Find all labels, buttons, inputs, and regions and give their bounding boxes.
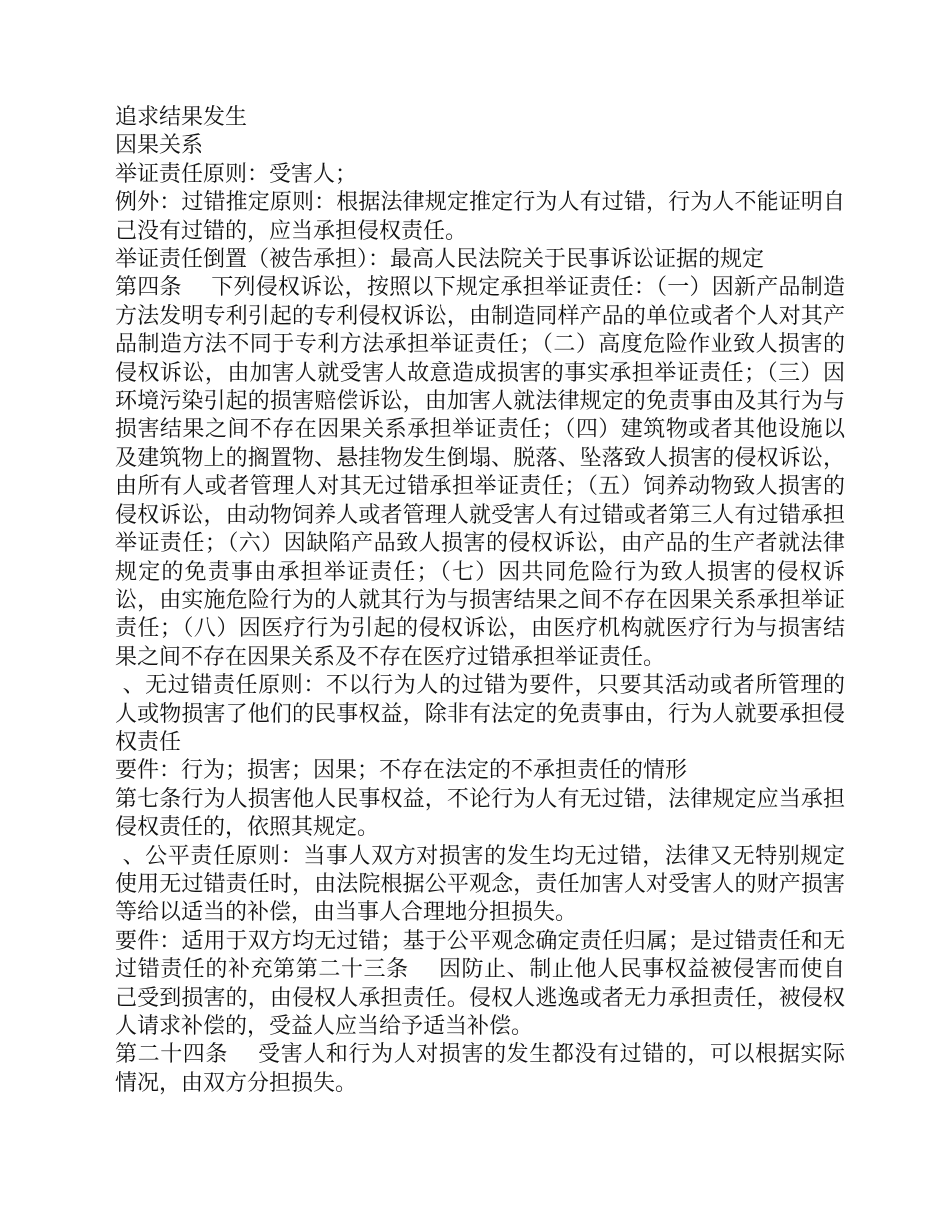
document-page [115, 104, 845, 1098]
paragraph-reversed-burden-heading: 举证责任倒置（被告承担）：最高人民法院关于民事诉讼证据的规定 [115, 247, 765, 273]
paragraph-article-four: 第四条 下列侵权诉讼，按照以下规定承担举证责任：（一）因新产品制造方法发明专利引起的专利侵权诉讼，由制造同样产品的单位或者个人对其产品制造方法不同于专利方法承担举证责任；（二）高度危险作业致人损害的侵权诉讼，由加害人就受害人故意造成损害的事实承担举证责任；（三）因环境污染引起的损害赔偿诉讼，由加害人就法律规定的免责事由及其行为与损害结果之间不存在因果关系承担举证责任；（四）建筑物或者其他设施以及建筑物上的搁置物、悬挂物发生倒塌、脱落、坠落致人损害的侵权诉讼，由所有人或者管理人对其无过错承担举证责任；（五）饲养动物致人损害的侵权诉讼，由动物饲养人或者管理人就受害人有过错或者第三人有过错承担举证责任；（六）因缺陷产品致人损害的侵权诉讼，由产品的生产者就法律规定的免责事由承担举证责任；（七）因共同危险行为致人损害的侵权诉讼，由实施危险行为的人就其行为与损害结果之间不存在因果关系承担举证责任；（八）因医疗行为引起的侵权诉讼，由医疗机构就医疗行为与损害结果之间不存在因果关系及不存在医疗过错承担举证责任。 [115, 275, 845, 670]
paragraph-fairness-liability: 、公平责任原则：当事人双方对损害的发生均无过错，法律又无特别规定使用无过错责任时，由法院根据公平观念，责任加害人对受害人的财产损害等给以适当的补偿，由当事人合理地分担损失。 [115, 843, 845, 926]
paragraph-intent-result: 追求结果发生 [115, 105, 248, 130]
paragraph-causation: 因果关系 [115, 133, 204, 159]
paragraph-fault-presumption-exception: 例外：过错推定原则：根据法律规定推定行为人有过错，行为人不能证明自己没有过错的，应当承担侵权责任。 [115, 190, 845, 244]
paragraph-article-seven: 第七条行为人损害他人民事权益，不论行为人有无过错，法律规定应当承担侵权责任的，依照其规定。 [115, 786, 845, 841]
paragraph-no-fault-liability: 、无过错责任原则：不以行为人的过错为要件，只要其活动或者所管理的人或物损害了他们的民事权益，除非有法定的免责事由，行为人就要承担侵权责任 [115, 673, 845, 755]
paragraph-fairness-elements: 要件：适用于双方均无过错；基于公平观念确定责任归属；是过错责任和无过错责任的补充第第二十三条 因防止、制止他人民事权益被侵害而使自己受到损害的，由侵权人承担责任。侵权人逃逸或者无力承担责任，被侵权人请求补偿的，受益人应当给予适当补偿。 [115, 928, 845, 1039]
paragraph-no-fault-elements: 要件：行为；损害；因果；不存在法定的不承担责任的情形 [115, 758, 688, 784]
paragraph-burden-of-proof-principle: 举证责任原则：受害人； [115, 161, 358, 187]
paragraph-article-twenty-four: 第二十四条 受害人和行为人对损害的发生都没有过错的，可以根据实际情况，由双方分担损失。 [115, 1042, 845, 1096]
